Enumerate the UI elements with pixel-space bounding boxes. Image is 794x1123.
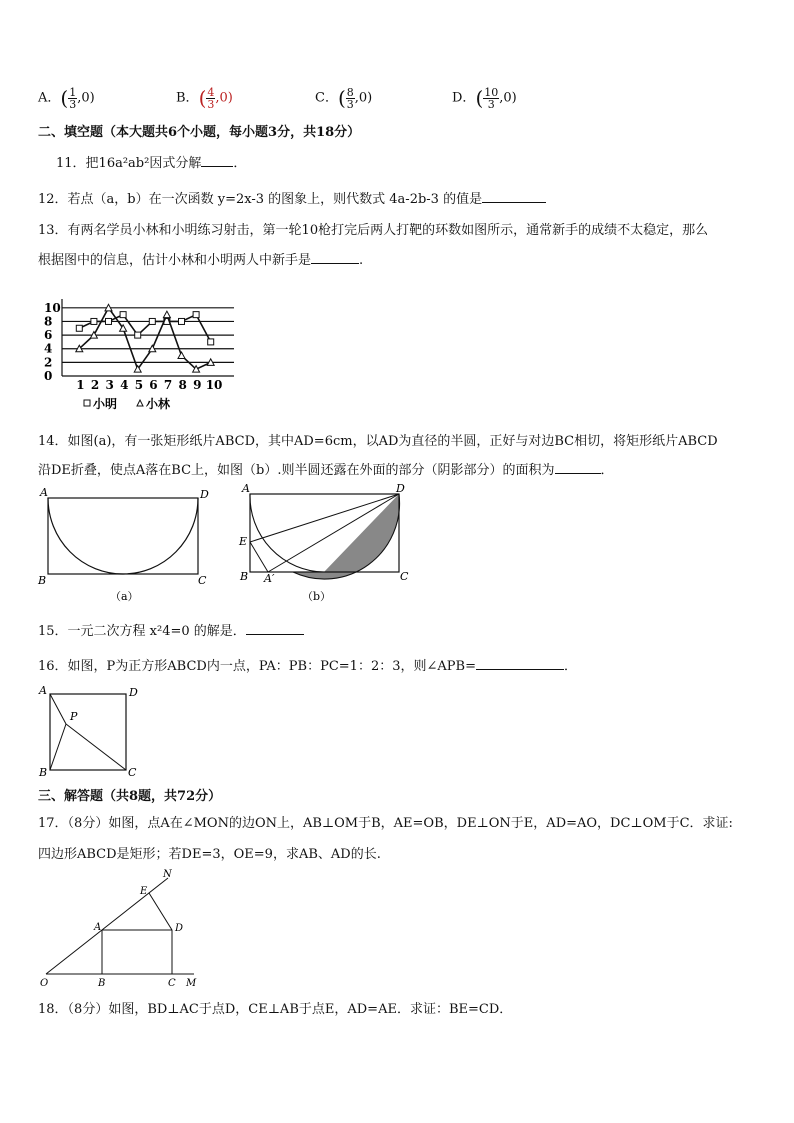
point-xiaoming	[149, 318, 155, 324]
label-b: B	[38, 574, 47, 587]
question-18: 18．（8分）如图，BD⊥AC于点D，CE⊥AB于点E，AD=AE．求证：BE=CD．	[38, 1002, 513, 1017]
question-13-line2: 根据图中的信息，估计小林和小明两人中新手是 .	[38, 253, 364, 268]
y-tick-label: 2	[44, 355, 53, 370]
section-3-heading: 三、解答题（共8题，共72分）	[38, 789, 222, 804]
option-c: C．( $\frac{8}{3}$ ,0)	[315, 85, 373, 111]
x-tick-label: 1	[76, 378, 85, 392]
label-a: A	[39, 684, 47, 697]
series-line-xiaoming	[79, 315, 210, 342]
caption-a: （a）	[110, 590, 139, 603]
point-xiaoming	[135, 332, 141, 338]
question-13-line1: 13．有两名学员小林和小明练习射击，第一轮10枪打完后两人打靶的环数如图所示，通常新手的成绩不太稳定，那么	[38, 223, 709, 238]
question-14-line1: 14．如图(a)，有一张矩形纸片ABCD，其中AD=6cm，以AD为直径的半圆，正好与对边BC相切，将矩形纸片ABCD	[38, 434, 718, 449]
x-tick-label: 3	[105, 378, 114, 392]
figure-14b	[236, 482, 416, 606]
point-xiaoming	[106, 318, 112, 324]
point-xiaoming	[208, 339, 214, 345]
chart-legend	[84, 396, 171, 411]
option-b: B．( $\frac{4}{3}$ ,0)	[176, 85, 233, 111]
label-b: B	[98, 978, 106, 989]
shaded-region	[293, 494, 400, 579]
question-12: 12．若点（a，b）在一次函数 y=2x-3 的图象上，则代数式 4a-2b-3 的值是	[38, 188, 546, 207]
point-xiaoming	[179, 318, 185, 324]
x-tick-label: 10	[205, 378, 223, 392]
segment-ed	[149, 893, 172, 930]
legend-xiaolin: 小林	[146, 397, 171, 411]
point-xiaoming	[120, 312, 126, 318]
question-15: 15．一元二次方程 x²4=0 的解是．	[38, 620, 304, 639]
point-xiaolin	[163, 311, 170, 318]
y-tick-label: 4	[44, 341, 53, 356]
y-tick-label: 8	[44, 314, 53, 329]
point-xiaoming	[91, 318, 97, 324]
square-abcd	[50, 694, 126, 770]
question-14-line2: 沿DE折叠，使点A落在BC上，如图（b）.则半圆还露在外面的部分（阴影部分）的面积为 ．	[38, 463, 614, 478]
figure-16	[36, 682, 146, 778]
label-n: N	[163, 869, 172, 880]
option-d: D．( $\frac{10}{3}$ ,0)	[452, 85, 517, 111]
option-a: A．( $\frac{1}{3}$ ,0)	[38, 85, 95, 111]
label-d: D	[129, 686, 138, 699]
x-tick-label: 9	[193, 378, 202, 392]
figure-14a	[36, 484, 216, 606]
label-c: C	[168, 978, 176, 989]
question-16: 16．如图，P为正方形ABCD内一点，PA：PB：PC=1：2：3，则∠APB= ．	[38, 659, 577, 674]
label-m: M	[186, 978, 197, 989]
y-tick-label: 0	[44, 369, 53, 383]
segment-pc	[66, 724, 126, 770]
label-e: E	[140, 886, 148, 897]
segment-pb	[50, 724, 66, 770]
rectangle-abcd	[48, 498, 198, 574]
semicircle	[48, 498, 198, 574]
point-xiaolin	[178, 352, 185, 359]
label-a: A	[94, 922, 102, 933]
x-tick-label: 7	[163, 378, 173, 392]
point-xiaoming	[193, 312, 199, 318]
label-c: C	[198, 574, 207, 587]
label-d: D	[175, 923, 184, 934]
segment-ea	[250, 542, 268, 572]
question-17-line2: 四边形ABCD是矩形；若DE=3，OE=9，求AB、AD的长.	[38, 847, 381, 862]
label-e: E	[239, 535, 248, 548]
x-tick-label: 2	[90, 378, 100, 392]
legend-square-marker	[84, 400, 90, 406]
point-xiaoming	[76, 325, 82, 331]
figure-17	[36, 866, 208, 990]
label-a: A	[40, 486, 48, 499]
label-c: C	[128, 766, 137, 778]
question-11: 11．把16a²ab²因式分解 ．	[56, 156, 247, 171]
y-tick-label: 6	[44, 328, 53, 343]
label-a: A	[242, 482, 250, 495]
y-tick-label: 10	[44, 300, 61, 315]
ray-on	[46, 878, 168, 974]
x-tick-label: 5	[134, 378, 144, 392]
caption-b: （b）	[302, 590, 332, 603]
segment-pa	[50, 694, 66, 724]
section-2-heading: 二、填空题（本大题共6个小题，每小题3分，共18分）	[38, 125, 361, 140]
legend-triangle-marker	[137, 400, 143, 406]
label-d: D	[396, 482, 405, 495]
label-d: D	[200, 488, 209, 501]
label-o: O	[40, 978, 49, 989]
label-c: C	[400, 570, 409, 583]
label-b: B	[240, 570, 249, 583]
question-17-line1: 17．（8分）如图，点A在∠MON的边ON上，AB⊥OM于B，AE=OB，DE⊥ON于E，AD=AO，DC⊥OM于C．求证:	[38, 816, 733, 831]
shooting-score-chart	[36, 292, 240, 420]
label-p: P	[70, 710, 78, 723]
label-a-prime: A′	[264, 572, 275, 585]
x-tick-label: 8	[178, 378, 187, 392]
label-b: B	[39, 766, 48, 778]
x-tick-label: 4	[120, 378, 129, 392]
x-tick-label: 6	[149, 378, 158, 392]
legend-xiaoming: 小明	[93, 397, 118, 411]
